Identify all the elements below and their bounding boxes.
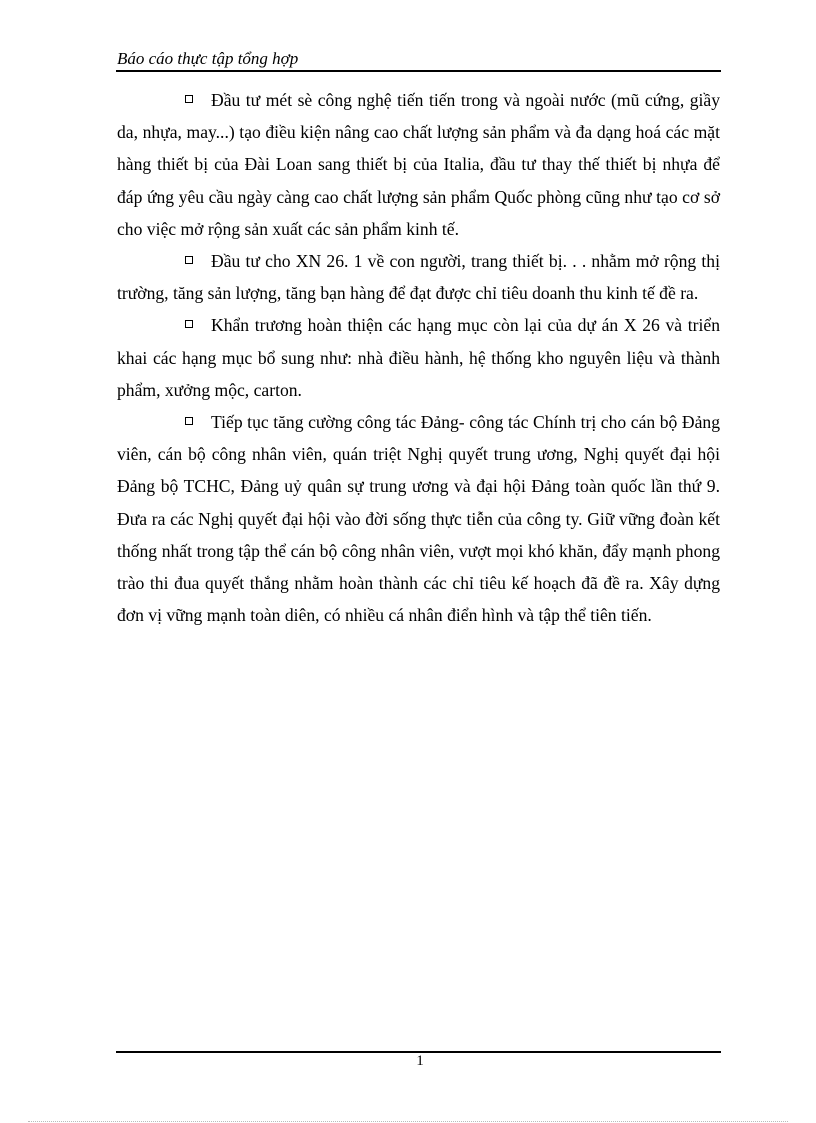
page-number: 1: [416, 1053, 424, 1069]
paragraph-text: Đầu tư cho XN 26. 1 về con người, trang thiết bị. . . nhằm mở rộng thị trường, tăng sản lượng, tăng bạn hàng để đạt được chỉ tiêu doanh thu kinh tế đề ra.: [117, 251, 720, 304]
square-bullet-icon: [185, 95, 193, 103]
square-bullet-icon: [185, 417, 193, 425]
running-header-title: Báo cáo thực tập tổng hợp: [117, 49, 299, 68]
bullet-paragraph: [117, 245, 720, 309]
header-rule: [116, 70, 721, 72]
square-bullet-icon: [185, 256, 193, 264]
bullet-paragraph: [117, 84, 720, 245]
body-text: [117, 84, 720, 631]
page-bottom-border: [28, 1121, 788, 1122]
bullet-paragraph: [117, 309, 720, 406]
paragraph-text: Khẩn trương hoàn thiện các hạng mục còn lại của dự án X 26 và triển khai các hạng mục bổ sung như: nhà điều hành, hệ thống kho nguyên liệu và thành phẩm, xưởng mộc, carton.: [117, 315, 720, 400]
bullet-paragraph: [117, 406, 720, 631]
square-bullet-icon: [185, 320, 193, 328]
paragraph-text: Đầu tư mét sè công nghệ tiến tiến trong và ngoài nước (mũ cứng, giầy da, nhựa, may...) tạo điều kiện nâng cao chất lượng sản phẩm và đa dạng hoá các mặt hàng thiết bị của Đài Loan sang thiết bị của Italia, đầu tư thay thế thiết bị nhựa để đáp ứng yêu cầu ngày càng cao chất lượng sản phẩm Quốc phòng cũng như tạo cơ sở cho việc mở rộng sản xuất các sản phẩm kinh tế.: [117, 90, 720, 239]
paragraph-text: Tiếp tục tăng cường công tác Đảng- công tác Chính trị cho cán bộ Đảng viên, cán bộ công nhân viên, quán triệt Nghị quyết trung ương, Nghị quyết đại hội Đảng bộ TCHC, Đảng uỷ quân sự trung ương và đại hội Đảng toàn quốc lần thứ 9. Đưa ra các Nghị quyết đại hội vào đời sống thực tiễn của công ty. Giữ vững đoàn kết thống nhất trong tập thể cán bộ công nhân viên, vượt mọi khó khăn, đẩy mạnh phong trào thi đua quyết thắng nhằm hoàn thành các chỉ tiêu kế hoạch đã đề ra. Xây dựng đơn vị vững mạnh toàn diên, có nhiều cá nhân điển hình và tập thể tiên tiến.: [117, 412, 720, 626]
